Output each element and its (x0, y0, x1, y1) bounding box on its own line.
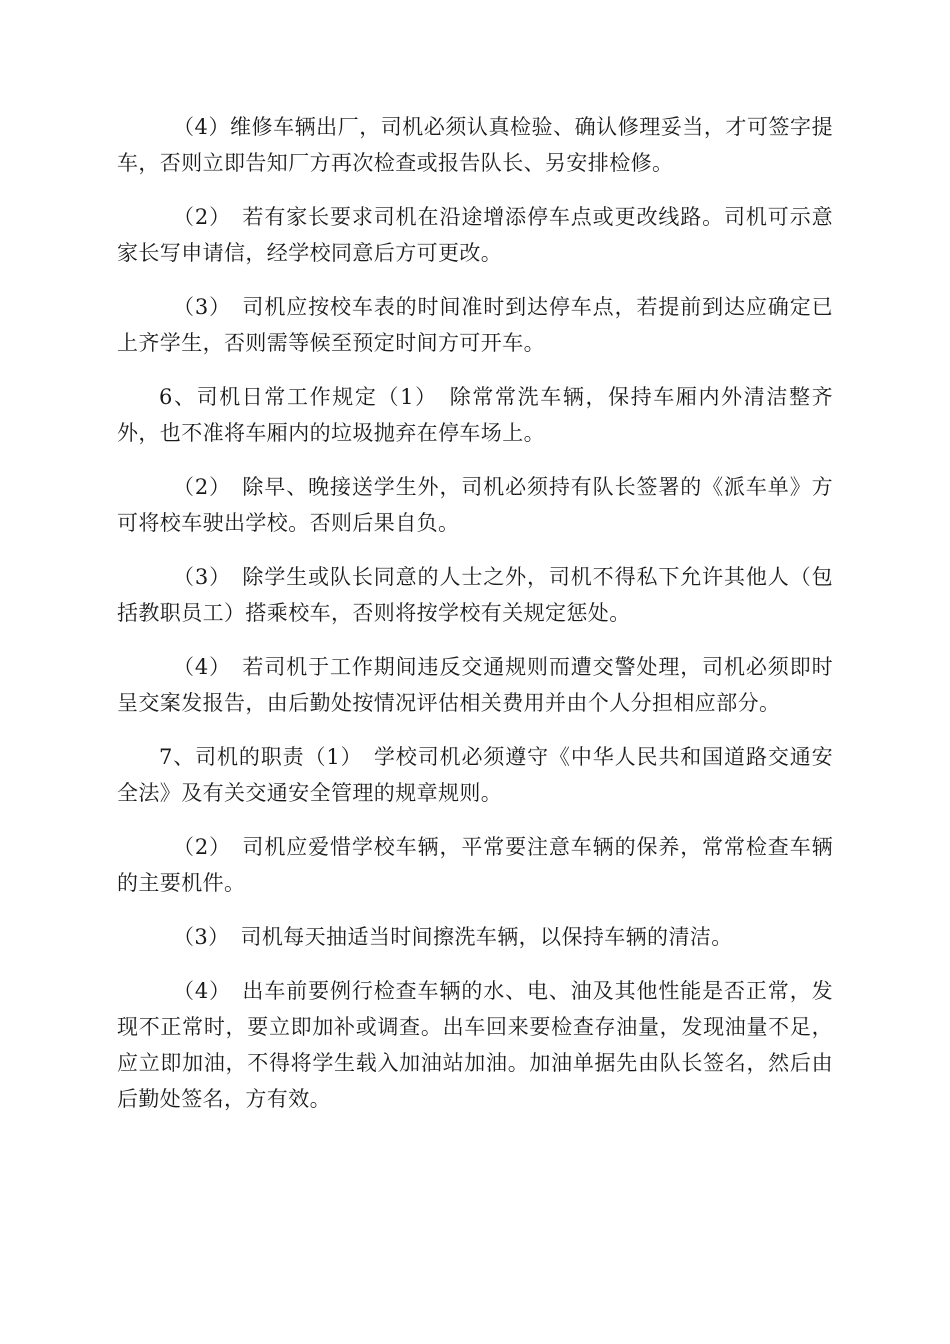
paragraph-vehicle-care: （2） 司机应爱惜学校车辆，平常要注意车辆的保养，常常检查车辆的主要机件。 (117, 835, 833, 895)
paragraph-daily-washing: （3） 司机每天抽适当时间擦洗车辆，以保持车辆的清洁。 (173, 925, 733, 949)
paragraph-traffic-violations: （4） 若司机于工作期间违反交通规则而遭交警处理，司机必须即时呈交案发报告，由后勤处按情况评估相关费用并由个人分担相应部分。 (117, 655, 833, 715)
paragraph-driver-duties: 7、司机的职责（1） 学校司机必须遵守《中华人民共和国道路交通安全法》及有关交通安全管理的规章规则。 (117, 745, 833, 805)
paragraph-dispatch-slip: （2） 除早、晚接送学生外，司机必须持有队长签署的《派车单》方可将校车驶出学校。否则后果自负。 (117, 475, 833, 535)
paragraph-on-time-arrival: （3） 司机应按校车表的时间准时到达停车点，若提前到达应确定已上齐学生，否则需等候至预定时间方可开车。 (117, 295, 833, 355)
paragraph-repair-pickup: （4）维修车辆出厂，司机必须认真检验、确认修理妥当，才可签字提车，否则立即告知厂方再次检查或报告队长、另安排检修。 (117, 115, 833, 175)
paragraph-parent-route-change: （2） 若有家长要求司机在沿途增添停车点或更改线路。司机可示意家长写申请信，经学校同意后方可更改。 (117, 205, 833, 265)
document-body (117, 109, 833, 1135)
paragraph-unauthorized-passengers: （3） 除学生或队长同意的人士之外，司机不得私下允许其他人（包括教职员工）搭乘校车，否则将按学校有关规定惩处。 (117, 565, 833, 625)
paragraph-daily-rules: 6、司机日常工作规定（1） 除常常洗车辆，保持车厢内外清洁整齐外，也不准将车厢内的垃圾抛弃在停车场上。 (117, 385, 833, 445)
paragraph-pre-trip-check: （4） 出车前要例行检查车辆的水、电、油及其他性能是否正常，发现不正常时，要立即加补或调查。出车回来要检查存油量，发现油量不足，应立即加油，不得将学生载入加油站加油。加油单据先由队长签名，然后由后勤处签名，方有效。 (117, 979, 833, 1111)
